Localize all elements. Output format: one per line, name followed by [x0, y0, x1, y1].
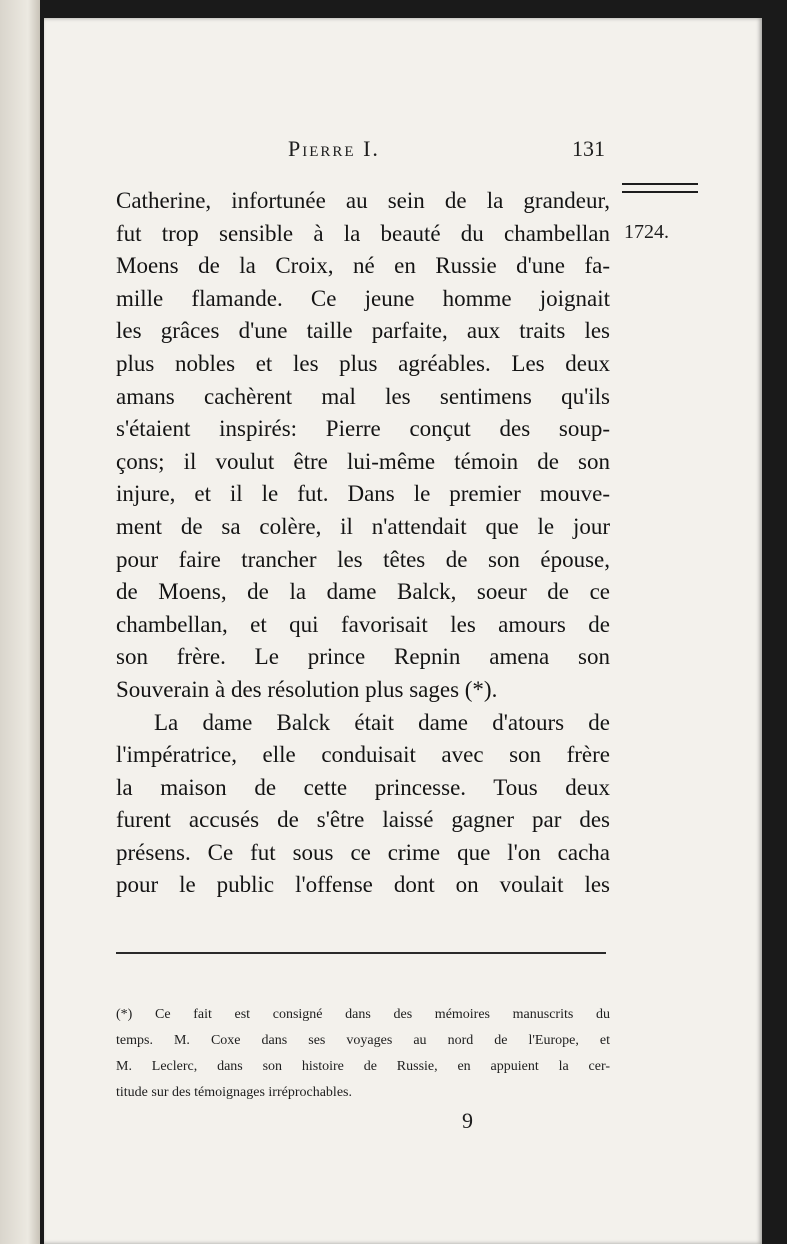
running-title: Pierre I. — [288, 136, 380, 161]
body-line: fut trop sensible à la beauté du chambellan — [116, 220, 610, 246]
page-number: 131 — [572, 136, 605, 161]
body-line: Moens de la Croix, né en Russie d'une fa- — [116, 253, 610, 279]
body-text — [116, 185, 610, 902]
footnote-line: titude sur des témoignages irréprochables. — [116, 1085, 352, 1100]
footnote-line: (*) Ce fait est consigné dans des mémoires manuscrits du — [116, 1007, 610, 1022]
body-line: son frère. Le prince Repnin amena son — [116, 644, 610, 670]
footnote-divider — [116, 952, 606, 954]
body-line: l'impératrice, elle conduisait avec son frère — [116, 742, 610, 768]
body-line: ment de sa colère, il n'attendait que le jour — [116, 513, 610, 539]
body-line: plus nobles et les plus agréables. Les deux — [116, 350, 610, 376]
footnote — [116, 1002, 610, 1106]
body-line: présens. Ce fut sous ce crime que l'on cacha — [116, 839, 610, 865]
body-line: Souverain à des résolution plus sages (*). — [116, 676, 498, 702]
body-line: la maison de cette princesse. Tous deux — [116, 774, 610, 800]
body-line: La dame Balck était dame d'atours de — [154, 709, 610, 735]
body-line: les grâces d'une taille parfaite, aux traits les — [116, 318, 610, 344]
body-line: chambellan, et qui favorisait les amours de — [116, 611, 610, 637]
signature-mark: 9 — [462, 1108, 473, 1133]
footnote-line: temps. M. Coxe dans ses voyages au nord de l'Europe, et — [116, 1033, 610, 1048]
body-line: s'étaient inspirés: Pierre conçut des soup- — [116, 416, 610, 442]
body-line: pour faire trancher les têtes de son épouse, — [116, 546, 610, 572]
body-line: Catherine, infortunée au sein de la grandeur, — [116, 188, 610, 213]
body-line: injure, et il le fut. Dans le premier mouve- — [116, 481, 610, 507]
book-page — [44, 18, 762, 1244]
body-line: furent accusés de s'être laissé gagner par des — [116, 807, 610, 833]
footnote-line: M. Leclerc, dans son histoire de Russie, en appuient la cer- — [116, 1059, 610, 1074]
running-header — [44, 136, 762, 166]
body-line: pour le public l'offense dont on voulait les — [116, 872, 610, 898]
body-line: mille flamande. Ce jeune homme joignait — [116, 285, 610, 311]
body-line: çons; il voulut être lui-même témoin de son — [116, 448, 610, 474]
body-line: amans cachèrent mal les sentimens qu'ils — [116, 383, 610, 409]
margin-double-rule — [622, 183, 698, 193]
previous-page-edge — [0, 0, 40, 1244]
body-line: de Moens, de la dame Balck, soeur de ce — [116, 579, 610, 605]
margin-year: 1724. — [624, 221, 669, 243]
